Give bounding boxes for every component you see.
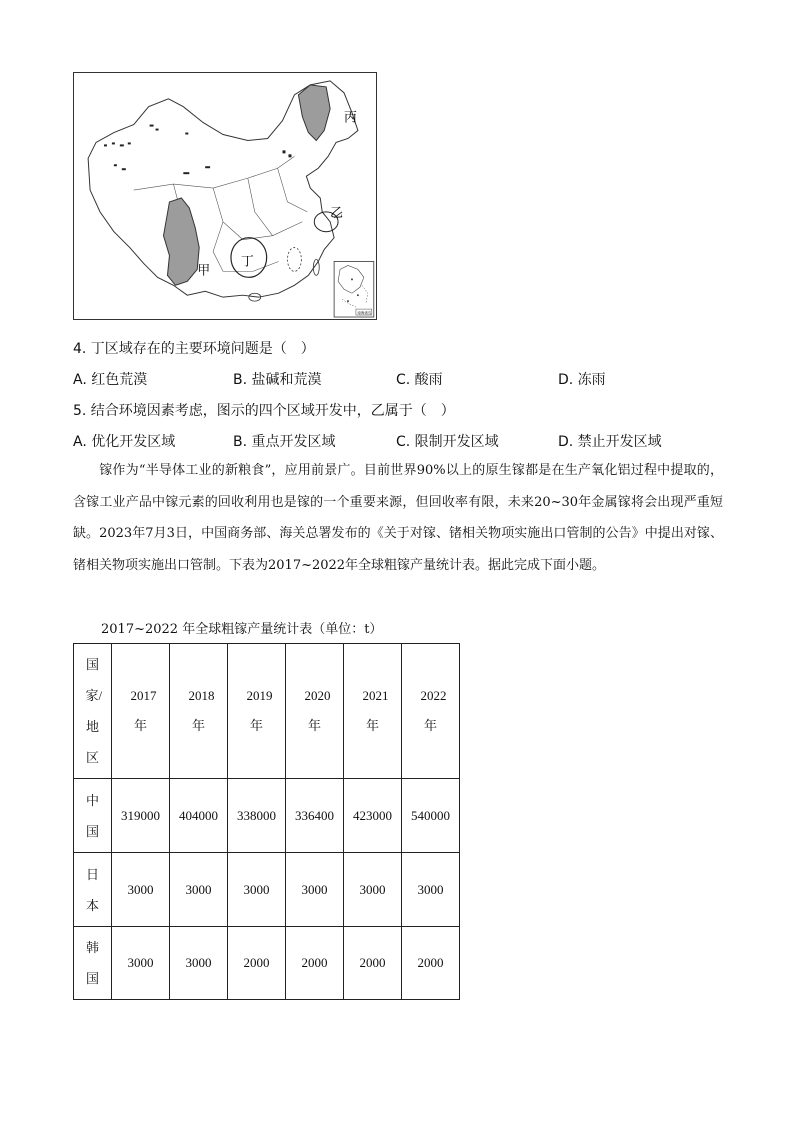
header-year [344, 644, 402, 779]
question-4-stem: 4. 丁区域存在的主要环境问题是（ ） [73, 341, 315, 357]
cell: 3000 [344, 853, 402, 927]
label-jia: 甲 [197, 263, 211, 279]
year-2019: 2019年 [246, 688, 273, 733]
header-region [74, 644, 112, 779]
cell: 3000 [286, 853, 344, 927]
label-yi: 乙 [330, 205, 344, 221]
south-china-sea-inset [334, 261, 374, 317]
label-ding: 丁 [240, 254, 254, 270]
cell: 2000 [228, 927, 286, 1000]
map-svg [74, 73, 376, 319]
cell: 3000 [112, 853, 170, 927]
cell: 319000 [112, 779, 170, 853]
row-region [74, 853, 112, 927]
region-bing [298, 85, 330, 141]
label-bing: 丙 [344, 110, 357, 126]
q5-option-b[interactable]: B. 重点开发区域 [233, 434, 336, 450]
dashed-region [287, 248, 301, 272]
passage [73, 455, 723, 581]
header-year [170, 644, 228, 779]
table-header-row [74, 644, 460, 779]
region-korea: 韩国 [85, 940, 99, 986]
row-region [74, 779, 112, 853]
q5-option-a[interactable]: A. 优化开发区域 [73, 434, 176, 450]
cell: 338000 [228, 779, 286, 853]
region-japan: 日本 [85, 866, 99, 913]
year-2020: 2020年 [304, 688, 331, 733]
cell: 2000 [286, 927, 344, 1000]
table-row [74, 779, 460, 853]
table-row [74, 853, 460, 927]
cell: 3000 [402, 853, 460, 927]
header-year [286, 644, 344, 779]
cell: 3000 [112, 927, 170, 1000]
cell: 3000 [228, 853, 286, 927]
region-jia [164, 198, 200, 285]
province-lines [134, 156, 308, 271]
cell: 3000 [170, 927, 228, 1000]
question-5-stem: 5. 结合环境因素考虑，图示的四个区域开发中，乙属于（ ） [73, 403, 455, 419]
year-2017: 2017年 [130, 688, 157, 733]
lake-marks [104, 125, 291, 175]
q4-option-b[interactable]: B. 盐碱和荒漠 [233, 372, 322, 388]
cell: 336400 [286, 779, 344, 853]
cell: 540000 [402, 779, 460, 853]
q5-option-d[interactable]: D. 禁止开发区域 [558, 434, 662, 450]
year-2022: 2022年 [420, 688, 447, 733]
year-2021: 2021年 [362, 688, 389, 733]
q4-option-d[interactable]: D. 冻雨 [558, 372, 606, 388]
passage-text: 镓作为“半导体工业的新粮食”，应用前景广。目前世界90%以上的原生镓都是在生产氧化铝过程中提取的，含镓工业产品中镓元素的回收利用也是镓的一个重要来源，但回收率有限，未来20~30年金属镓将会出现严重短缺。2023年7月3日，中国商务部、海关总署发布的《关于对镓、锗相关物项实施出口管制的公告》中提出对镓、锗相关物项实施出口管制。下表为2017~2022年全球粗镓产量统计表。据此完成下面小题。 [73, 463, 723, 573]
q4-option-c[interactable]: C. 酸雨 [396, 372, 443, 388]
gallium-production-table [73, 643, 460, 1000]
header-year [402, 644, 460, 779]
q5-option-c[interactable]: C. 限制开发区域 [396, 434, 499, 450]
cell: 2000 [344, 927, 402, 1000]
q4-option-a[interactable]: A. 红色荒漠 [73, 372, 148, 388]
inset-label: 南海诸岛 [357, 311, 372, 316]
cell: 2000 [402, 927, 460, 1000]
region-china: 中国 [85, 792, 99, 839]
year-2018: 2018年 [188, 688, 215, 733]
row-region [74, 927, 112, 1000]
cell: 423000 [344, 779, 402, 853]
china-region-map [73, 72, 377, 320]
header-region-text: 国家/地区 [85, 657, 103, 765]
table-row [74, 927, 460, 1000]
header-year [228, 644, 286, 779]
cell: 3000 [170, 853, 228, 927]
header-year [112, 644, 170, 779]
cell: 404000 [170, 779, 228, 853]
table-caption: 2017~2022 年全球粗镓产量统计表（单位：t） [101, 622, 383, 637]
